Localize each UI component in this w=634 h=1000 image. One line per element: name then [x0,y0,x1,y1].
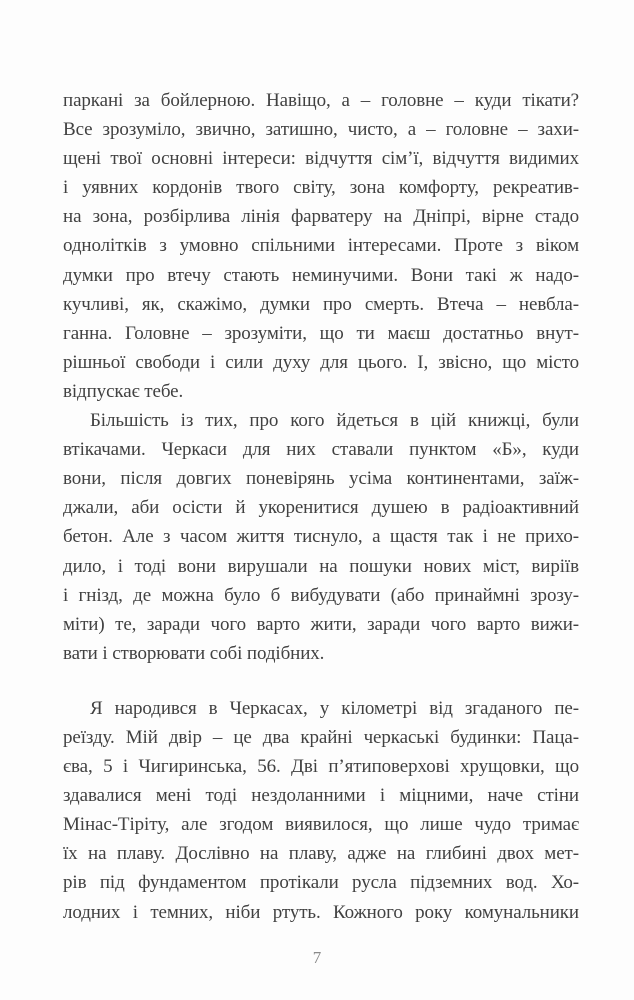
text-line: лодних і темних, ніби ртуть. Кожного року комунальники [63,901,579,923]
text-line: єва, 5 і Чигиринська, 56. Дві п’ятиповерхові хрущовки, що [63,756,579,778]
text-line: ганна. Головне – зрозуміти, що ти маєш достатньо внут- [63,322,579,344]
text-line: відпускає тебе. [63,380,184,402]
text-line: вати і створювати собі подібних. [63,642,325,664]
text-line: Я народився в Черкасах, у кілометрі від згаданого пе- [90,697,579,719]
paragraph-2 [63,406,579,668]
text-line: джали, аби осісти й укоренитися душею в радіоактивний [63,497,579,519]
text-line: кучливі, як, скажімо, думки про смерть. Втеча – невбла- [63,293,579,315]
text-line: і гнізд, де можна було б вибудувати (або принаймні зрозу- [63,584,579,606]
text-line: міти) те, заради чого варто жити, заради чого варто вижи- [63,613,579,635]
text-line: Більшість із тих, про кого йдеться в цій книжці, були [90,410,579,432]
page-text [63,86,579,927]
text-line: реїзду. Мій двір – це два крайні черкаські будинки: Паца- [63,726,579,748]
text-line: здавалися мені тоді нездоланними і міцними, наче стіни [63,785,579,807]
text-line: Мінас-Тіріту, але згодом виявилося, що лише чудо тримає [63,814,579,836]
text-line: на зона, розбірлива лінія фарватеру на Дніпрі, вірне стадо [63,206,579,228]
text-line: однолітків з умовно спільними інтересами. Проте з віком [63,235,579,257]
text-line: думки про втечу стають неминучими. Вони такі ж надо- [63,264,579,286]
text-line: і уявних кордонів твого світу, зона комфорту, рекреатив- [63,177,579,199]
text-line: щені твої основні інтереси: відчуття сім’ї, відчуття видимих [63,148,579,170]
text-line: рішньої свободи і сили духу для цього. І, звісно, що місто [63,351,579,373]
page-number: 7 [312,948,322,967]
text-line: дило, і тоді вони вирушали на пошуки нових міст, виріїв [63,555,579,577]
text-line: паркані за бойлерною. Навіщо, а – головне – куди тікати? [63,90,579,111]
text-line: вони, після довгих поневірянь усіма континентами, заїж- [63,468,579,490]
text-line: рів під фундаментом протікали русла підземних вод. Хо- [63,872,579,894]
text-line: бетон. Але з часом життя тиснуло, а щастя так і не прихо- [63,526,579,548]
paragraph-1 [63,86,579,406]
text-line: втікачами. Черкаси для них ставали пунктом «Б», куди [63,439,579,461]
paragraph-3 [63,694,579,927]
text-line: Все зрозуміло, звично, затишно, чисто, а – головне – захи- [63,119,579,141]
text-line: їх на плаву. Дослівно на плаву, адже на глибині двох мет- [63,843,579,865]
